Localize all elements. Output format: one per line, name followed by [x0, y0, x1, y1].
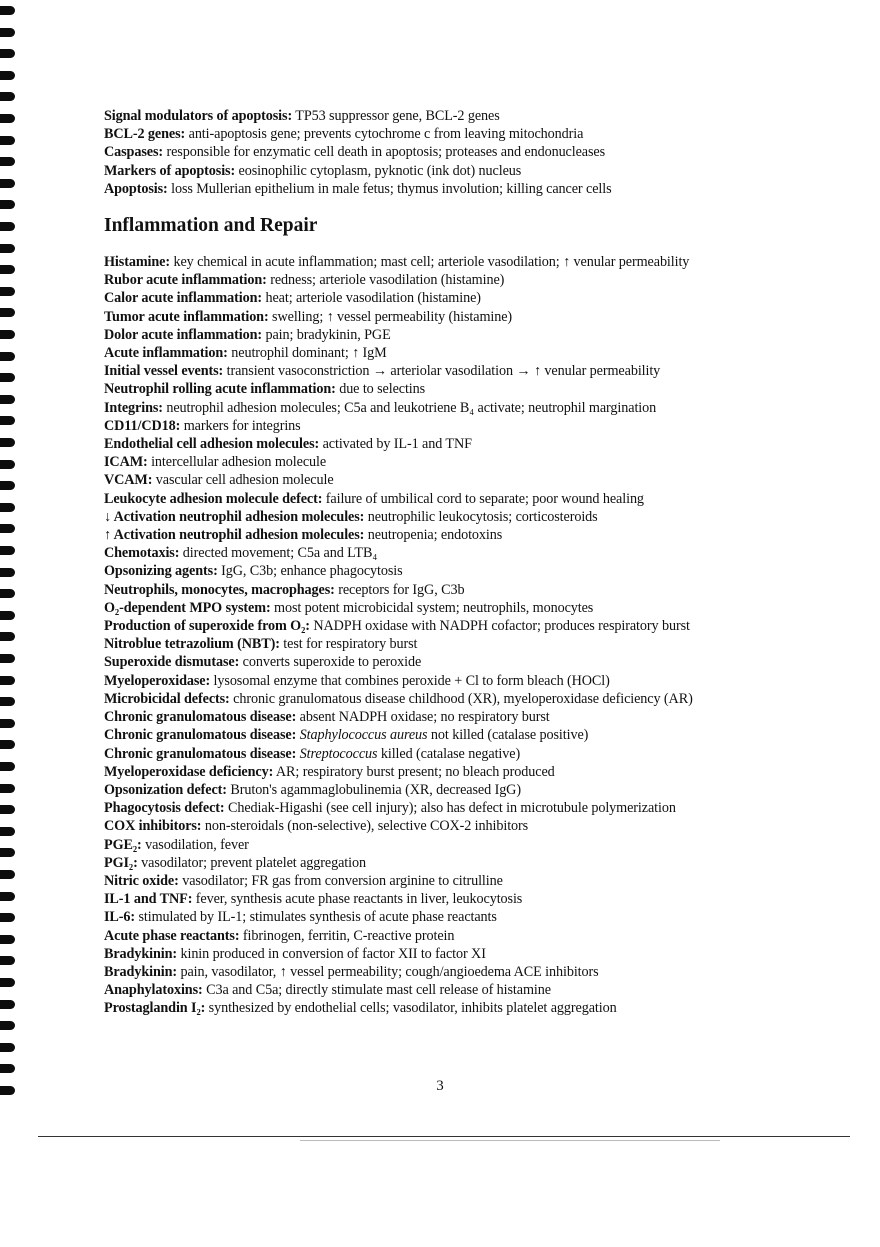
- entry-description: swelling; ↑ vessel permeability (histamine): [268, 308, 513, 325]
- entry-term: PGE₂:: [104, 836, 142, 853]
- entry-term: Chronic granulomatous disease:: [104, 709, 297, 726]
- list-item: [104, 362, 834, 380]
- entry-description: killed (catalase negative): [377, 745, 521, 762]
- entry-description: vasodilator; prevent platelet aggregation: [137, 854, 366, 871]
- list-item: [104, 981, 834, 999]
- list-item: [104, 817, 834, 835]
- page-content: [104, 107, 834, 1018]
- entry-term: O₂-dependent MPO system:: [104, 599, 271, 616]
- binding-hole: [0, 892, 15, 901]
- binding-hole: [0, 784, 15, 793]
- entry-description: transient vasoconstriction → arteriolar vasodilation → ↑ venular permeability: [223, 363, 661, 380]
- binding-hole: [0, 654, 15, 663]
- list-item: [104, 672, 834, 690]
- entry-term: Phagocytosis defect:: [104, 800, 225, 817]
- entry-term: Caspases:: [104, 144, 164, 161]
- entry-term: Microbicidal defects:: [104, 690, 230, 707]
- section-heading: Inflammation and Repair: [104, 215, 318, 237]
- entry-description: not killed (catalase positive): [427, 727, 589, 744]
- binding-hole: [0, 6, 15, 15]
- binding-hole: [0, 546, 15, 555]
- entry-term: Histamine:: [104, 254, 170, 271]
- binding-hole: [0, 827, 15, 836]
- binding-hole: [0, 92, 15, 101]
- list-item: [104, 854, 834, 872]
- entry-term: Acute inflammation:: [104, 345, 228, 362]
- entry-term: Markers of apoptosis:: [104, 162, 236, 179]
- entry-term: Nitric oxide:: [104, 872, 179, 889]
- binding-hole: [0, 1064, 15, 1073]
- list-item: [104, 435, 834, 453]
- list-item: [104, 581, 834, 599]
- list-item: [104, 726, 834, 744]
- entry-term: Nitroblue tetrazolium (NBT):: [104, 636, 280, 653]
- entry-description: synthesized by endothelial cells; vasodilator, inhibits platelet aggregation: [205, 1000, 617, 1017]
- entry-term: Opsonization defect:: [104, 781, 227, 798]
- entry-description: pain, vasodilator, ↑ vessel permeability; cough/angioedema ACE inhibitors: [177, 963, 599, 980]
- entry-term: IL-6:: [104, 909, 136, 926]
- list-item: [104, 399, 834, 417]
- list-item: [104, 162, 834, 180]
- binding-hole: [0, 1043, 15, 1052]
- list-item: [104, 471, 834, 489]
- entry-description: pain; bradykinin, PGE: [262, 326, 391, 343]
- entry-term: Chronic granulomatous disease:: [104, 745, 297, 762]
- entry-term: Apoptosis:: [104, 180, 168, 197]
- entry-description: markers for integrins: [180, 417, 301, 434]
- binding-hole: [0, 805, 15, 814]
- entry-description: NADPH oxidase with NADPH cofactor; produces respiratory burst: [309, 618, 690, 635]
- entry-description: due to selectins: [335, 381, 426, 398]
- list-item: [104, 326, 834, 344]
- entry-term: Initial vessel events:: [104, 363, 224, 380]
- list-item: [104, 544, 834, 562]
- list-item: [104, 107, 834, 125]
- entry-term: Chemotaxis:: [104, 545, 180, 562]
- entry-description: chronic granulomatous disease childhood (XR), myeloperoxidase deficiency (AR): [229, 690, 693, 707]
- entry-description: non-steroidals (non-selective), selective COX-2 inhibitors: [201, 818, 529, 835]
- entry-description: key chemical in acute inflammation; mast cell; arteriole vasodilation; ↑ venular permeability: [170, 254, 690, 271]
- binding-hole: [0, 524, 15, 533]
- list-item: [104, 763, 834, 781]
- entry-description: vasodilator; FR gas from conversion arginine to citrulline: [178, 872, 503, 889]
- list-item: [104, 708, 834, 726]
- binding-hole: [0, 200, 15, 209]
- binding-hole: [0, 71, 15, 80]
- list-item: [104, 635, 834, 653]
- entry-description: vascular cell adhesion molecule: [152, 472, 334, 489]
- binding-hole: [0, 978, 15, 987]
- entry-term: Tumor acute inflammation:: [104, 308, 269, 325]
- apoptosis-list: [104, 107, 834, 198]
- footer-rule-shadow: [300, 1140, 720, 1141]
- entry-term: Endothelial cell adhesion molecules:: [104, 436, 320, 453]
- entry-description: receptors for IgG, C3b: [334, 581, 465, 598]
- entry-term: Production of superoxide from O₂:: [104, 618, 310, 635]
- binding-hole: [0, 697, 15, 706]
- binding-hole: [0, 935, 15, 944]
- list-item: [104, 945, 834, 963]
- binding-hole: [0, 740, 15, 749]
- footer-rule: [38, 1136, 850, 1137]
- binding-hole: [0, 416, 15, 425]
- list-item: [104, 508, 834, 526]
- entry-description: most potent microbicidal system; neutrophils, monocytes: [270, 599, 594, 616]
- list-item: [104, 872, 834, 890]
- list-item: [104, 289, 834, 307]
- entry-description: fever, synthesis acute phase reactants in liver, leukocytosis: [192, 891, 523, 908]
- binding-hole: [0, 956, 15, 965]
- binding-hole: [0, 568, 15, 577]
- entry-term: ↑ Activation neutrophil adhesion molecules:: [104, 527, 365, 544]
- entry-description: lysosomal enzyme that combines peroxide + Cl to form bleach (HOCl): [210, 672, 610, 689]
- list-item: [104, 653, 834, 671]
- entry-term: Myeloperoxidase deficiency:: [104, 763, 274, 780]
- entry-term: Prostaglandin I₂:: [104, 1000, 206, 1017]
- binding-hole: [0, 913, 15, 922]
- list-item: [104, 908, 834, 926]
- list-item: [104, 526, 834, 544]
- entry-description: responsible for enzymatic cell death in apoptosis; proteases and endonucleases: [163, 144, 606, 161]
- entry-term: Bradykinin:: [104, 963, 178, 980]
- entry-description: Bruton's agammaglobulinemia (XR, decreased IgG): [226, 781, 521, 798]
- entry-term: Bradykinin:: [104, 945, 178, 962]
- entry-description: directed movement; C5a and LTB₄: [179, 545, 378, 562]
- binding-hole: [0, 460, 15, 469]
- list-item: [104, 271, 834, 289]
- list-item: [104, 999, 834, 1017]
- list-item: [104, 799, 834, 817]
- list-item: [104, 890, 834, 908]
- entry-description: anti-apoptosis gene; prevents cytochrome c from leaving mitochondria: [185, 126, 584, 143]
- binding-hole: [0, 179, 15, 188]
- binding-hole: [0, 114, 15, 123]
- entry-term: Chronic granulomatous disease:: [104, 727, 297, 744]
- entry-description: kinin produced in conversion of factor XII to factor XI: [177, 945, 486, 962]
- binding-hole: [0, 589, 15, 598]
- entry-term: BCL-2 genes:: [104, 126, 186, 143]
- list-item: [104, 562, 834, 580]
- binding-hole: [0, 611, 15, 620]
- entry-description: test for respiratory burst: [279, 636, 418, 653]
- entry-description: activated by IL-1 and TNF: [319, 436, 472, 453]
- binding-hole: [0, 28, 15, 37]
- entry-organism: Streptococcus: [296, 745, 378, 762]
- list-item: [104, 927, 834, 945]
- binding-hole: [0, 244, 15, 253]
- list-item: [104, 836, 834, 854]
- binding-hole: [0, 157, 15, 166]
- binding-hole: [0, 1000, 15, 1009]
- entry-description: Chediak-Higashi (see cell injury); also has defect in microtubule polymerization: [224, 800, 676, 817]
- binding-hole: [0, 222, 15, 231]
- entry-term: Integrins:: [104, 399, 163, 416]
- binding-hole: [0, 330, 15, 339]
- binding-hole: [0, 395, 15, 404]
- entry-description: C3a and C5a; directly stimulate mast cell release of histamine: [202, 982, 551, 999]
- entry-term: PGI₂:: [104, 854, 138, 871]
- list-item: [104, 143, 834, 161]
- entry-term: ↓ Activation neutrophil adhesion molecules:: [104, 508, 365, 525]
- entry-term: Myeloperoxidase:: [104, 672, 211, 689]
- entry-description: converts superoxide to peroxide: [239, 654, 422, 671]
- list-item: [104, 599, 834, 617]
- binding-hole: [0, 848, 15, 857]
- entry-description: neutrophil adhesion molecules; C5a and leukotriene B₄ activate; neutrophil margination: [162, 399, 657, 416]
- entry-description: redness; arteriole vasodilation (histamine): [266, 272, 505, 289]
- entry-term: Acute phase reactants:: [104, 927, 240, 944]
- entry-description: TP53 suppressor gene, BCL-2 genes: [292, 108, 500, 124]
- binding-hole: [0, 352, 15, 361]
- entry-description: neutrophilic leukocytosis; corticosteroids: [364, 508, 598, 525]
- list-item: [104, 253, 834, 271]
- binding-hole: [0, 136, 15, 145]
- list-item: [104, 490, 834, 508]
- entry-description: heat; arteriole vasodilation (histamine): [262, 290, 481, 307]
- entry-description: absent NADPH oxidase; no respiratory burst: [296, 709, 550, 726]
- entry-description: loss Mullerian epithelium in male fetus; thymus involution; killing cancer cells: [167, 180, 612, 197]
- list-item: [104, 380, 834, 398]
- list-item: [104, 781, 834, 799]
- entry-term: Leukocyte adhesion molecule defect:: [104, 490, 323, 507]
- list-item: [104, 180, 834, 198]
- binding-hole: [0, 438, 15, 447]
- entry-term: Anaphylatoxins:: [104, 982, 203, 999]
- entry-term: ICAM:: [104, 454, 148, 471]
- entry-term: Signal modulators of apoptosis:: [104, 108, 293, 124]
- list-item: [104, 453, 834, 471]
- entry-description: neutropenia; endotoxins: [364, 527, 503, 544]
- inflammation-list: [104, 253, 834, 1018]
- list-item: [104, 344, 834, 362]
- entry-term: Neutrophil rolling acute inflammation:: [104, 381, 336, 398]
- list-item: [104, 963, 834, 981]
- entry-term: Superoxide dismutase:: [104, 654, 240, 671]
- list-item: [104, 417, 834, 435]
- binding-hole: [0, 287, 15, 296]
- entry-description: failure of umbilical cord to separate; poor wound healing: [322, 490, 644, 507]
- binding-hole: [0, 870, 15, 879]
- entry-term: VCAM:: [104, 472, 153, 489]
- entry-description: fibrinogen, ferritin, C-reactive protein: [239, 927, 455, 944]
- entry-organism: Staphylococcus aureus: [296, 727, 428, 744]
- binding-hole: [0, 49, 15, 58]
- binding-hole: [0, 481, 15, 490]
- entry-term: CD11/CD18:: [104, 417, 181, 434]
- binding-hole: [0, 308, 15, 317]
- spiral-binding: [0, 0, 24, 1247]
- list-item: [104, 125, 834, 143]
- entry-description: eosinophilic cytoplasm, pyknotic (ink dot) nucleus: [235, 162, 522, 179]
- entry-term: Opsonizing agents:: [104, 563, 218, 580]
- entry-description: neutrophil dominant; ↑ IgM: [227, 345, 387, 362]
- entry-description: IgG, C3b; enhance phagocytosis: [217, 563, 403, 580]
- entry-description: intercellular adhesion molecule: [147, 454, 327, 471]
- entry-term: Rubor acute inflammation:: [104, 272, 267, 289]
- binding-hole: [0, 632, 15, 641]
- binding-hole: [0, 373, 15, 382]
- page-number: 3: [436, 1078, 444, 1094]
- entry-term: Dolor acute inflammation:: [104, 326, 263, 343]
- entry-term: IL-1 and TNF:: [104, 891, 193, 908]
- entry-description: stimulated by IL-1; stimulates synthesis of acute phase reactants: [135, 909, 497, 926]
- binding-hole: [0, 719, 15, 728]
- entry-term: Calor acute inflammation:: [104, 290, 263, 307]
- binding-hole: [0, 676, 15, 685]
- entry-description: AR; respiratory burst present; no bleach produced: [273, 763, 555, 780]
- list-item: [104, 690, 834, 708]
- list-item: [104, 745, 834, 763]
- binding-hole: [0, 1021, 15, 1030]
- binding-hole: [0, 265, 15, 274]
- list-item: [104, 617, 834, 635]
- entry-term: COX inhibitors:: [104, 818, 202, 835]
- binding-hole: [0, 762, 15, 771]
- entry-term: Neutrophils, monocytes, macrophages:: [104, 581, 335, 598]
- entry-description: vasodilation, fever: [141, 836, 249, 853]
- binding-hole: [0, 503, 15, 512]
- list-item: [104, 308, 834, 326]
